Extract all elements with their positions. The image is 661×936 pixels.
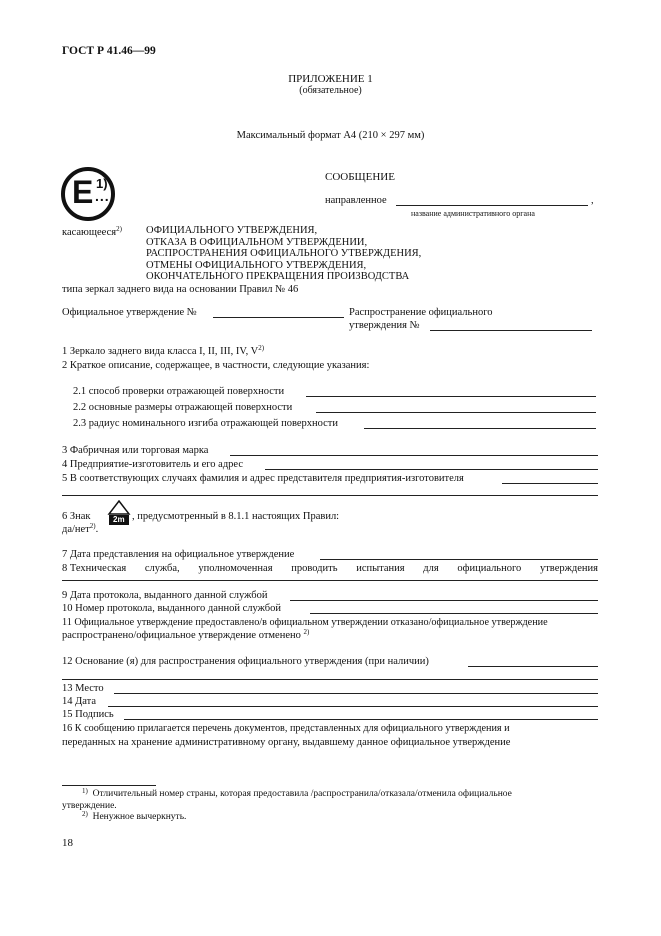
item-2: 2 Краткое описание, содержащее, в частности, следующие указания: xyxy=(62,360,370,371)
item-2-2: 2.2 основные размеры отражающей поверхности xyxy=(73,402,293,413)
item-15: 15 Подпись xyxy=(62,709,114,720)
item-2-1-field[interactable] xyxy=(306,396,596,397)
item-4: 4 Предприятие-изготовитель и его адрес xyxy=(62,459,244,470)
concerning-line: РАСПРОСТРАНЕНИЯ ОФИЦИАЛЬНОГО УТВЕРЖДЕНИЯ, xyxy=(146,248,422,260)
item-13-field[interactable] xyxy=(114,693,598,694)
item-10-field[interactable] xyxy=(310,613,598,614)
item-9-field[interactable] xyxy=(290,600,598,601)
e-mark-letter: E xyxy=(72,174,94,210)
item-8-field[interactable] xyxy=(62,580,598,581)
item-10: 10 Номер протокола, выданного данной службой xyxy=(62,603,281,614)
official-approval-label: Официальное утверждение № xyxy=(62,307,197,318)
item-5: 5 В соответствующих случаях фамилия и адрес представителя предприятия-изготовителя xyxy=(62,473,464,484)
item-2-2-field[interactable] xyxy=(316,412,596,413)
concerning-line: ОТМЕНЫ ОФИЦИАЛЬНОГО УТВЕРЖДЕНИЯ, xyxy=(146,259,367,271)
item-7: 7 Дата представления на официальное утверждение xyxy=(62,549,295,560)
item-13: 13 Место xyxy=(62,683,104,694)
item-3: 3 Фабричная или торговая марка xyxy=(62,445,209,456)
item-2-3-field[interactable] xyxy=(364,428,596,429)
item-6-text: , предусмотренный в 8.1.1 настоящих Правил: xyxy=(132,511,340,522)
extension-number-label: утверждения № xyxy=(349,320,420,331)
concerning-list xyxy=(146,225,421,283)
document-code: ГОСТ Р 41.46—99 xyxy=(62,45,156,57)
extension-label: Распространение официального xyxy=(349,307,493,318)
item-9: 9 Дата протокола, выданного данной службой xyxy=(62,590,268,601)
item-6-yes-no: да/нет$^{2)}$. xyxy=(62,522,99,535)
sign-2m-icon xyxy=(107,500,131,526)
item-12-field[interactable] xyxy=(468,666,598,667)
item-5-field-continued[interactable] xyxy=(62,495,598,496)
item-16-continued: переданных на хранение административному органу, выдавшему данное официальное утверждение xyxy=(62,737,511,748)
footnote-2: $^{2)}$ Ненужное вычеркнуть. xyxy=(82,810,187,822)
e-mark-dots: ... xyxy=(95,188,110,204)
item-16: 16 К сообщению прилагается перечень документов, представленных для официального утверждения и xyxy=(62,723,510,734)
message-title: СООБЩЕНИЕ xyxy=(325,171,395,183)
item-2-3: 2.3 радиус номинального изгиба отражающей поверхности xyxy=(73,418,339,429)
appendix-subtitle: (обязательное) xyxy=(299,85,362,96)
item-5-field[interactable] xyxy=(502,483,598,484)
approval-number-field[interactable] xyxy=(213,317,344,318)
item-11-continued: распространено/официальное утверждение отменено $^{2)}$ xyxy=(62,628,310,641)
e-mark-superscript: 1) xyxy=(96,176,108,191)
extension-number-field[interactable] xyxy=(430,330,592,331)
item-8: 8 Техническая служба, уполномоченная проводить испытания для официального утверждения xyxy=(62,563,598,574)
type-line: типа зеркал заднего вида на основании Правил № 46 xyxy=(62,284,299,295)
item-12: 12 Основание (я) для распространения официального утверждения (при наличии) xyxy=(62,656,429,667)
item-4-field[interactable] xyxy=(265,469,598,470)
item-11: 11 Официальное утверждение предоставлено/в официальном утверждении отказано/официальное утверждение xyxy=(62,617,548,628)
concerning-label: касающееся$^{2)}$ xyxy=(62,225,122,238)
footnote-1-continued: утверждение. xyxy=(62,801,117,811)
concerning-line: ОКОНЧАТЕЛЬНОГО ПРЕКРАЩЕНИЯ ПРОИЗВОДСТВА xyxy=(146,271,410,283)
footnote-divider xyxy=(62,785,156,786)
comma: , xyxy=(591,195,594,206)
format-note: Максимальный формат А4 (210 × 297 мм) xyxy=(236,130,425,141)
item-14-field[interactable] xyxy=(108,706,598,707)
item-14: 14 Дата xyxy=(62,696,97,707)
sign-2m-text: 2m xyxy=(113,515,125,524)
page-number: 18 xyxy=(62,837,73,849)
concerning-line: ОФИЦИАЛЬНОГО УТВЕРЖДЕНИЯ, xyxy=(146,225,318,236)
recipient-line xyxy=(396,205,588,206)
item-1: 1 Зеркало заднего вида класса I, II, III, IV, $V^{2)}$ xyxy=(62,344,265,357)
item-12-field-continued[interactable] xyxy=(62,679,598,680)
e-mark-logo xyxy=(60,166,120,222)
footnote-1: $^{1)}$ Отличительный номер страны, которая предоставила /распространила/отказала/отменила официальное xyxy=(82,787,512,799)
concerning-line: ОТКАЗА В ОФИЦИАЛЬНОМ УТВЕРЖДЕНИИ, xyxy=(146,236,368,248)
appendix-title: ПРИЛОЖЕНИЕ 1 xyxy=(288,73,373,85)
sent-to-label: направленное xyxy=(325,195,387,206)
item-6-label: 6 Знак xyxy=(62,511,91,522)
item-2-1: 2.1 способ проверки отражающей поверхности xyxy=(73,386,285,397)
item-7-field[interactable] xyxy=(320,559,598,560)
item-3-field[interactable] xyxy=(230,455,598,456)
item-15-field[interactable] xyxy=(124,719,598,720)
org-caption: название административного органа xyxy=(411,209,535,218)
